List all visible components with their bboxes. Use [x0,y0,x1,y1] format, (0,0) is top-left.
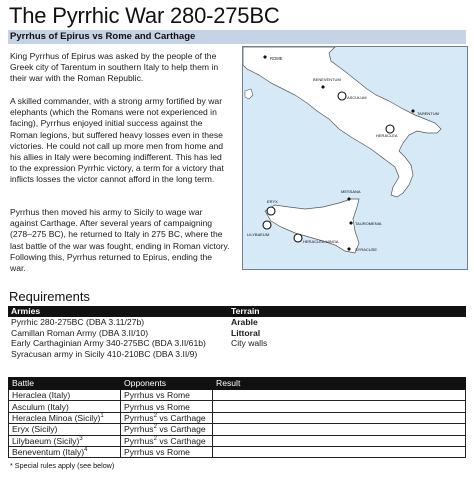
opponents-cell: Pyrrhus$^2$ vs Carthage [121,435,213,446]
result-cell[interactable] [213,424,466,435]
terrain-cell [228,349,466,360]
result-cell[interactable] [213,435,466,446]
svg-text:LILYBAEUM: LILYBAEUM [247,232,270,237]
svg-text:HERACLEA MINOA: HERACLEA MINOA [303,239,339,244]
svg-text:ASCULUM: ASCULUM [347,95,367,100]
army-cell: Pyrrhic 280-275BC (DBA 3.11/27b) [11,317,145,327]
intro-paragraph-3: Pyrrhus then moved his army to Sicily to wage war against Carthage. After several years of campaigning (278–275 BC), he returned to Italy in 275 BC, where the last battle of the war was fought, ending in Roman victory. Following this, Pyrrhus returned to Epirus, ending the war. [10,207,230,274]
battles-header-row [9,378,466,390]
svg-text:HERACLEA: HERACLEA [376,133,398,138]
opponents-cell: Pyrrhus vs Rome [121,390,213,401]
svg-text:MESSANA: MESSANA [341,189,361,194]
battle-cell: Lilybaeum (Sicily)$^3$ [9,435,121,446]
table-row [8,349,466,360]
table-row [9,424,466,435]
table-row [8,317,466,328]
svg-text:SYRACUSE: SYRACUSE [355,247,378,252]
army-cell: Camillan Roman Army (DBA 3.II/10) [11,327,149,338]
army-cell: Syracusan army in Sicily 410-210BC (DBA 3.II/9) [11,348,198,359]
terrain-cell: Arable [231,317,258,327]
map-svg [243,47,468,270]
opponents-cell: Pyrrhus vs Rome [121,401,213,412]
army-cell: Early Carthaginian Army 340-275BC (BDA 3.II/61b) [11,338,206,348]
result-cell[interactable] [213,390,466,401]
footnote: * Special rules apply (see below) [10,461,115,470]
requirements-header-row [8,306,466,317]
requirements-heading: Requirements [9,289,90,304]
terrain-cell: Littoral [231,327,261,338]
battle-cell: Eryx (Sicily) [9,424,121,435]
svg-text:TAUROMENIA: TAUROMENIA [355,221,382,226]
table-row [8,338,466,349]
table-row [9,446,466,457]
svg-text:BENEVENTUM: BENEVENTUM [313,77,341,82]
svg-text:TARENTUM: TARENTUM [417,111,439,116]
terrain-header: Terrain [228,306,466,317]
battles-table [8,377,466,458]
opponents-cell: Pyrrhus vs Rome [121,446,213,457]
battle-cell: Beneventum (Italy)$^4$ [9,446,121,457]
opponents-cell: Pyrrhus$^2$ vs Carthage [121,412,213,423]
table-row [8,328,466,339]
table-row [9,435,466,446]
battle-cell: Heraclea (Italy) [9,390,121,401]
battle-cell: Heraclea Minoa (Sicily)$^1$ [9,412,121,423]
opponents-cell: Pyrrhus$^2$ vs Carthage [121,424,213,435]
svg-text:ERYX: ERYX [267,199,278,204]
table-row [9,412,466,423]
result-cell[interactable] [213,401,466,412]
result-cell[interactable] [213,412,466,423]
battle-header: Battle [9,378,121,390]
intro-paragraph-1: King Pyrrhus of Epirus was asked by the people of the Greek city of Tarentum in southern Italy to help them in their war with the Roman Republic. [10,51,219,84]
intro-paragraph-2: A skilled commander, with a strong army fortified by war elephants (which the Romans were not experienced in facing), Pyrrhus enjoyed initial success against the Roman legions, but suffered heavy losses even in these victories. He could not call up more men from home and his allies in Italy were becoming indifferent. This has led to the expression Pyrrhic victory, a term for a victory that inflicts losses the victor cannot afford in the long term. [10,96,224,185]
table-row [9,401,466,412]
svg-text:ROME: ROME [270,56,283,61]
requirements-table [8,306,466,359]
opponents-header: Opponents [121,378,213,390]
armies-header: Armies [8,306,228,317]
battle-cell: Asculum (Italy) [9,401,121,412]
terrain-cell: City walls [231,338,268,348]
page-title: The Pyrrhic War 280-275BC [9,3,280,28]
table-row [9,390,466,401]
page-subtitle: Pyrrhus of Epirus vs Rome and Carthage [10,31,196,42]
result-header: Result [213,378,466,390]
result-cell[interactable] [213,446,466,457]
campaign-map [242,46,468,270]
